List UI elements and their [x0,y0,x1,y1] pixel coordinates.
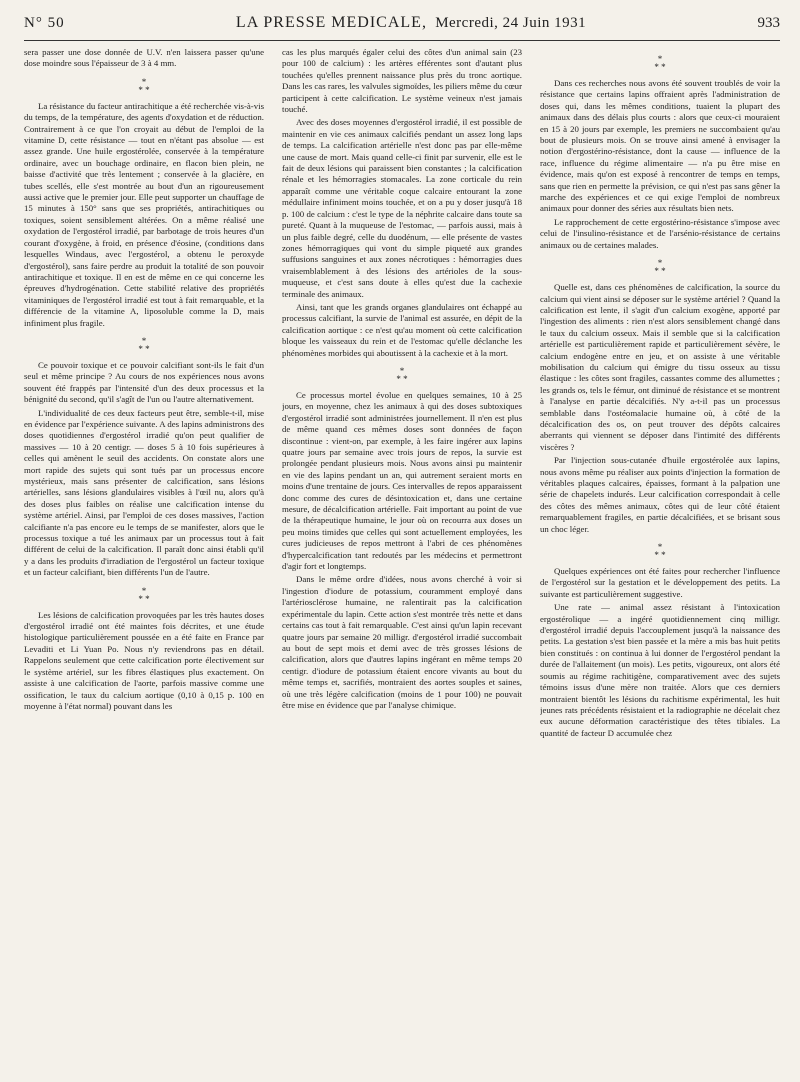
page-header [24,14,780,41]
paragraph: Dans ces recherches nous avons été souvent troublés de voir la résistance que certains lapins offraient après l'administration de doses qui, dans les mêmes conditions, tuaient la plupart des animaux dans des délais plus courts : alors que ceux-ci mouraient en 15 à 20 jours par exemple, les premiers ne succombaient qu'au bout de plusieurs mois. On se trouve ainsi amené à envisager la notion d'ergostérino-résistance, dont la cause — influence de la race, influence du régime alimentaire — n'a pu être mise en évidence, mais qu'on est exposé à rencontrer de temps en temps, sans que rien en permette la prévision, ce qui n'est pas sans gêner la marche des expériences et ce qui exige l'emploi de nombreux animaux pour donner des séries aux résultats bien nets. [540,78,780,214]
issue-date: Mercredi, 24 Juin 1931 [435,15,587,31]
section-separator: * * * [654,258,666,277]
paragraph: Le rapprochement de cette ergostérino-résistance s'impose avec celui de l'insulino-résistance et de l'arsénio-résistance de certains animaux ou de certaines malades. [540,216,780,250]
section-separator: * * * [138,335,150,354]
paragraph: Ainsi, tant que les grands organes glandulaires ont échappé au processus calcifiant, la survie de l'animal est assurée, en dépit de la calcification aortique : ce n'est qu'au moment où cette calcification bloque les vaisseaux du rein et de l'estomac qu'elle déclanche les phénomènes morbides qui aboutissent à la cachexie et à la mort. [282,301,522,358]
page-number: 933 [757,15,780,31]
paragraph: Quelques expériences ont été faites pour rechercher l'influence de l'ergostérol sur la gestation et le développement des petits. La suivante est particulièrement suggestive. [540,566,780,599]
section-separator: * * * [654,54,666,72]
column-2 [282,47,522,1057]
paragraph: Avec des doses moyennes d'ergostérol irradié, il est possible de maintenir en vie ces animaux calcifiés pendant un assez long laps de temps. La calcification artérielle n'est donc pas par elle-même une cause de mort. Mais quand celle-ci finit par survenir, elle est le fait de deux lésions qui paraissent bien constantes ; la calcification rénale et les hémorragies stomacales. La zone corticale du rein apparaît comme une véritable coque calcaire entourant la zone médullaire infiniment moins touchée, et on a pu y doser jusqu'à 18 p. 100 de calcium : c'est le type de la néphrite calcaire dans toute sa pureté. Quant à la muqueuse de l'estomac, — parfois aussi, mais à un plus faible degré, celle du duodénum, — elle présente de vastes zones hémorragiques qui vont du simple piqueté aux grandes suffusions sanguines et aux zones nécrotiques : hémorragies dues vraisemblablement à des lésions des artérioles de la sous-muqueuse, et c'est sans doute à elles qu'est due la cachexie terminale des animaux. [282,117,522,299]
paragraph: L'individualité de ces deux facteurs peut être, semble-t-il, mise en évidence par l'expérience suivante. A des lapins administrons des doses quotidiennes d'ergostérol irradié qu'on peut qualifier de massives — 10 à 20 centigr. — doses 5 à 10 fois supérieures à celles qui amènent le seuil des accidents. On constate alors une mort rapide des sujets qui sont tués par un processus encore mystérieux, mais sans présenter de calcification, sans lésions artérielles, sans lésions glandulaires visibles à l'œil nu, alors qu'à des doses plus faibles on réalise une calcification intense du système artériel. Ainsi, par l'emploi de ces doses massives, l'action calcifiante n'a pas encore eu le temps de se manifester, alors que le processus toxique a tué les animaux par un processus tout à fait différent de celui de la calcification. Il paraît donc ainsi établi qu'il y a dans les produits d'irradiation de l'ergostérol un facteur toxique et un facteur calcifiant, bien différents l'un de l'autre. [24,407,264,578]
column-3 [540,47,780,1057]
paragraph: Les lésions de calcification provoquées par les très hautes doses d'ergostérol irradié ont été maintes fois décrites, et une étude histologique particulièrement poussée en a été faite en France par Levaditi et Li Yuan Po. Nous n'y reviendrons pas en détail. Rappelons seulement que cette calcification porte électivement sur le système artériel, sur les fibres élastiques plus exactement. On assiste à une calcification de l'aorte, parfois massive comme une ossification, le taux du calcium aortique (0,10 à 0,15 p. 100 en moyenne à l'état normal) pouvant dans les [24,609,264,711]
paragraph: Une rate — animal assez résistant à l'intoxication ergostérolique — a ingéré quotidiennement cinq milligr. d'ergostérol irradié depuis l'accouplement jusqu'à la naissance des petits. La gestation s'est bien passée et la mère a mis bas huit petits bien constitués : on continua à lui donner de l'ergostérol pendant la durée de l'allaitement (un mois). Les petits, vigoureux, ont alors été soumis au régime rachitigène, comparativement avec des sujets témoins issus d'une mère non traitée. Alors que ces derniers montraient bientôt les lésions du rachitisme expérimental, les huit jeunes rats précédents résistaient et la radiographie ne décelait chez eux aucune déformation caractéristique des têtes tibiales. La quantité de facteur D accumulée chez [540,602,780,738]
column-1 [24,47,264,1057]
paragraph: Ce pouvoir toxique et ce pouvoir calcifiant sont-ils le fait d'un seul et même principe ? Au cours de nos expériences nous avons souvent été frappés par l'intensité d'un des deux processus et la bénignité du second, qu'il s'agît de l'un ou l'autre alternativement. [24,359,264,405]
issue-number: N° 50 [24,15,65,31]
section-separator: * * * [396,365,408,384]
publication-name: LA PRESSE MEDICALE, [235,14,427,31]
paragraph: La résistance du facteur antirachitique a été recherchée vis-à-vis du temps, de la température, des agents d'oxydation et de réduction. Contrairement à ce que l'on croyait au début de l'emploi de la vitamine D, cette résistance — tout en n'étant pas absolue — est assez grande. Une huile ergostérolée, conservée à la température ordinaire, avec un bouchage ordinaire, en flacon bien plein, ne baisse d'activité que très lentement ; conservée à la glacière, en tubes scellés, elle s'est montrée au bout d'un an rigoureusement aussi active que le premier jour. Elle peut supporter un chauffage de 15 minutes à 150° sans que ses propriétés, antirachitiques ou toxiques, soient sensiblement altérées. On a même réalisé une oxydation de l'ergostérol irradié, par barbotage de trois heures d'un courant d'oxygène, à froid, en présence d'éosine, (conditions dans lesquelles Windaus, avec l'ergostérol, a obtenu le peroxyde d'ergostérol), sans faire perdre au produit la totalité de son pouvoir antirachitique et toxique. Il en est de même en ce qui concerne les épreuves d'hydrogénation. Cette stabilité relative des propriétés vitaminiques de l'ergostérol irradié est tout à fait remarquable, et la différencie de la vitamine A, liposoluble comme la D, mais infiniment plus fragile. [24,100,264,328]
section-separator: * * * [138,76,150,95]
section-separator: * * * [654,542,666,561]
masthead [236,14,586,32]
paragraph: Dans le même ordre d'idées, nous avons cherché à voir si l'ingestion d'iodure de potassium, couramment employé dans l'artériosclérose humaine, ne ralentirait pas la calcification expérimentale du lapin. Cette action s'est montrée très nette et dans certains cas tout à fait remarquable. C'est ainsi qu'un lapin recevant quatre jours par semaine 20 milligr. d'ergostérol irradié succombait au bout de sept mois et demi avec de très grosses lésions de calcification, alors que d'autres lapins ingérant en même temps 20 centigr. d'iodure de potassium étaient encore vivants au bout du même temps et, sacrifiés, montraient des aortes souples et saines, où une très légère calcification (moins de 1 pour 100) ne pouvait être mise en évidence que par l'analyse chimique. [282,574,522,710]
article-columns [24,47,780,1057]
paragraph: Par l'injection sous-cutanée d'huile ergostérolée aux lapins, nous avons même pu réaliser aux points d'injection la formation de véritables plaques calcaires, épaisses, formant à la palpation une série de chapelets indurés. Leur calcification correspondait à celle des côtes des mêmes animaux, côtes qui de leur côté étaient remarquablement fragiles, en partie décalcifiées, et se brisant sous un choc léger. [540,455,780,534]
paragraph: Quelle est, dans ces phénomènes de calcification, la source du calcium qui vient ainsi se déposer sur le système artériel ? Quand la calcification est lente, il s'agit d'un calcium exogène, apporté par l'ingestion des aliments : rien n'est alors sensiblement changé dans le taux du calcium osseux. Mais il semble que si la calcification artérielle est particulièrement rapide et particulièrement sévère, le calcium endogène entre en jeu, et on assiste à une véritable mobilisation du calcium qui émigre du tissu osseux au tissu élastique : les côtes sont fragiles, cassantes comme des allumettes ; les grands os, tels le fémur, ont diminué de résistance et se montrent à l'analyse en partie décalcifiés. N'y a-t-il pas un processus semblable dans l'ostéomalacie humaine où, à côté de la décalcification des os, on peut trouver des dépôts calcaires aberrants qui viennent se déposer dans l'intimité des différents viscères ? [540,282,780,452]
section-separator: * * * [138,585,150,604]
paragraph: cas les plus marqués égaler celui des côtes d'un animal sain (23 pour 100 de calcium) : les artères efférentes sont d'autant plus touchées qu'elles prennent naissance plus près du tronc aortique. Dans les cas rares, les valvules sigmoïdes, les piliers même du cœur participent à cette calcification. Le système veineux n'est jamais touché. [282,47,522,115]
paragraph: Ce processus mortel évolue en quelques semaines, 10 à 25 jours, en moyenne, chez les animaux à qui des doses subtoxiques d'ergostérol irradié sont administrées journellement. Il n'en est plus de même quand ces mêmes doses sont données de façon discontinue : vient-on, par exemple, à les faire ingérer aux lapins quatre jours par semaine avec trois jours de repos, la survie est prolongée pendant plusieurs mois. Nous avons ainsi pu maintenir en vie des lapins pendant un an, qui autrement seraient morts en moins d'une trentaine de jours. Ces intervalles de repos apparaissent donc comme des cures de désintoxication et, dans une certaine mesure, de décalcification artérielle. Fait important au point de vue de la thérapeutique humaine, le jour où on recourra aux doses un peu moins timides que celles qui sont actuellement employées, les cures judicieuses de repos mettront à l'abri de ces phénomènes d'hypercalcification tant redoutés par les médecins et permettront d'agir fort et longtemps. [282,389,522,572]
paragraph: sera passer une dose donnée de U.V. n'en laissera passer qu'une dose moindre sous l'épaisseur de 3 à 4 mm. [24,47,264,69]
